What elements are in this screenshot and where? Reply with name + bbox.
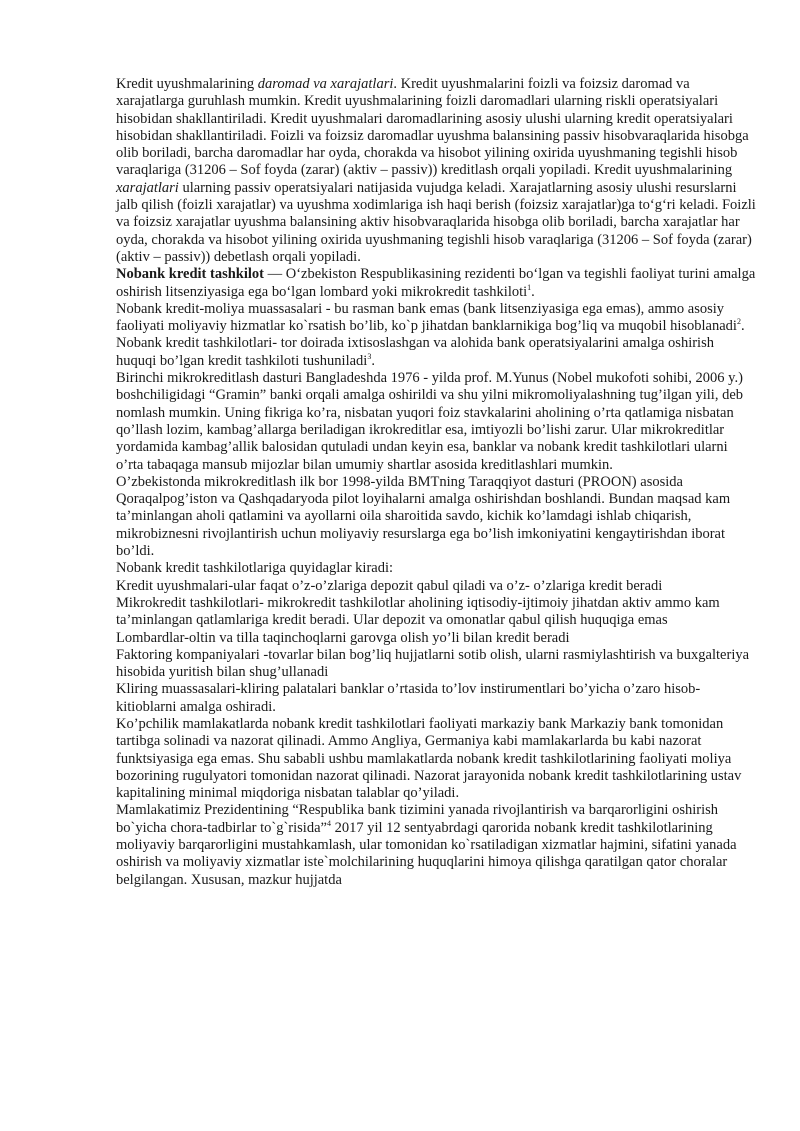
text-run: Mikrokredit tashkilotlari- mikrokredit tashkilotlar aholining iqtisodiy-ijtimoiy jihatdan aktiv ammo kam ta’minlangan qatlamlariga kredit beradi. Ular depozit va omonatlar qabul qilish huquqiga emas — [116, 594, 720, 629]
paragraph — [116, 76, 756, 266]
text-run: 2017 yil 12 sentyabrdagi qarorida nobank kredit tashkilotlarining moliyaviy barqarorligini mustahkamlash, ular tomonidan ko`rsatiladigan xizmatlar hajmini, sifatini yanada oshirish va moliyaviy xizmatlar iste`molchilarining huquqlarini himoya qilishga qaratilgan qator choralar belgilangan. Xususan, mazkur hujjatda — [116, 819, 737, 888]
paragraph — [116, 595, 756, 630]
text-run: Nobank kredit tashkilotlari- tor doirada ixtisoslashgan va alohida bank operatsiyalarini amalga oshirish huquqi bo’lgan kredit tashkiloti tushuniladi — [116, 335, 714, 369]
paragraph — [116, 647, 756, 682]
text-run: Ko’pchilik mamlakatlarda nobank kredit tashkilotlari faoliyati markaziy bank Markaziy bank tomonidan tartibga solinadi va nazorat qilinadi. Ammo Angliya, Germaniya kabi mamlakarlarda bu kabi nazorat funktsiyasiga ega emas. Shu sababli ushbu mamlakatlarda nobank kredit tashkilotlarining faoliyati moliya bozorining rugulyatori tomonidan nazorat qilinadi. Nazorat jarayonida nobank kredit tashkilotlarining ustav kapitalining minimal miqdoriga nisbatan talablar qo’yiladi. — [116, 715, 742, 802]
text-run: Birinchi mikrokreditlash dasturi Bangladeshda 1976 - yilda prof. M.Yunus (Nobel mukofoti sohibi, 2006 y.) boshchiligidagi “Gramin” banki orqali amalga oshirildi va shu yilni mikromoliyalashning tug’ilgan yili, deb nomlash mumkin. Uning fikriga ko’ra, nisbatan yuqori foiz stavkalarini aholining o’rta qatlamiga nisbatan qo’llash lozim, kambag’allarga beriladigan ikrokreditlar esa, imtiyozli bo’lishi zarur. Ular mikrokreditlar yordamida kambag’allik balosidan qutuladi undan keyin esa, banklar va nobank kredit tashkilotlari ularni o’rta tabaqaga mansub mijozlar bilan umumiy shartlar asosida kreditlashlari mumkin. — [116, 370, 744, 473]
bold-term: Nobank kredit tashkilot — [116, 266, 264, 283]
text-run: ularning passiv operatsiyalari natijasida vujudga keladi. Xarajatlarning asosiy ulushi resurslarni jalb qilish (foizli xarajatlar) va uyushma xodimlariga ish haqi berish (foizsiz xarajatlar)ga to‘g‘ri keladi. Foizli va foizsiz xarajatlar uyushma balansining aktiv hisobvaraqlarida hisobga olib boriladi, barcha xarajatlar har oyda, chorakda va hisobot yilining oxirida uyushmaning tegishli hisob varaqlariga (31206 – Sof foyda (zarar) (aktiv – passiv)) debetlash orqali yopiladi. — [116, 179, 756, 265]
text-run: Kredit uyushmalarining — [116, 76, 258, 92]
text-run: . — [531, 283, 535, 300]
paragraph — [116, 716, 756, 802]
paragraph — [116, 681, 756, 716]
paragraph — [116, 335, 756, 370]
text-run: Lombardlar-oltin va tilla taqinchoqlarni garovga olish yo’li bilan kredit beradi — [116, 629, 570, 646]
text-run: Nobank kredit tashkilotlariga quyidaglar kiradi: — [116, 560, 394, 577]
document-page — [116, 76, 756, 889]
italic-term: xarajatlari — [116, 179, 179, 196]
footnote-marker: 1 — [527, 282, 532, 292]
text-run: . — [371, 352, 375, 369]
text-run: . — [740, 318, 745, 335]
text-run: Kredit uyushmalari-ular faqat o’z-o’zlariga depozit qabul qiladi va o’z- o’zlariga kredit beradi — [116, 577, 663, 594]
paragraph — [116, 301, 756, 336]
paragraph — [116, 266, 756, 301]
paragraph — [116, 578, 756, 595]
paragraph — [116, 802, 756, 888]
text-run: . Kredit uyushmalarini foizli va foizsiz daromad va xarajatlarga guruhlash mumkin. Kredit uyushmalarining foizli daromadlari ularning riskli operatsiyalari hisobidan shakllantiriladi. Kredit uyushmalari daromadlarining asosiy ulushi ularning kredit operatsiyalari hisobidan shakllantiriladi. Foizli va foizsiz daromadlar uyushma balansining passiv hisobvaraqlarida hisobga olib boriladi, barcha daromadlar har oyda, chorakda va hisobot yilining oxirida uyushmaning tegishli hisob varaqlariga (31206 – Sof foyda (zarar) (aktiv – passiv)) kreditlash orqali yopiladi. Kredit uyushmalarining — [116, 76, 749, 179]
text-run: Nobank kredit-moliya muassasalari - bu rasman bank emas (bank litsenziyasiga ega emas), ammo asosiy faoliyati moliyaviy hizmatlar ko`rsatish bo’lib, ko`p jihatdan banklarnikiga bog’liq va muqobil hisoblanadi — [116, 300, 737, 335]
paragraph — [116, 474, 756, 560]
text-run: Mamlakatimiz Prezidentining “Respublika bank tizimini yanada rivojlantirish va barqarorligini oshirish bo`yicha chora-tadbirlar to`g`risida” — [116, 802, 719, 836]
footnote-marker: 3 — [367, 351, 372, 361]
paragraph — [116, 370, 756, 474]
footnote-marker: 2 — [736, 317, 741, 327]
italic-term: daromad va xarajatlari — [257, 76, 394, 92]
paragraph — [116, 630, 756, 647]
footnote-marker: 4 — [326, 818, 331, 828]
text-run: O’zbekistonda mikrokreditlash ilk bor 1998-yilda BMTning Taraqqiyot dasturi (PROON) asosida Qoraqalpog’iston va Qashqadaryoda pilot loyihalarni amalga oshirishdan boshlandi. Bundan maqsad kam ta’minlangan aholi qatlamini va ayollarni oila sharoitida savdo, kichik ko’lamdagi ishlab chiqarish, mikrobiznesni rivojlantirish uchun moliyaviy resurslarga ega bo’lish imkoniyatini kengaytirishdan iborat bo’ldi. — [116, 473, 731, 560]
text-run: Kliring muassasalari-kliring palatalari banklar o’rtasida to’lov instirumentlari bo’yicha o’zaro hisob-kitioblarni amalga oshiradi. — [116, 681, 701, 715]
text-run: Faktoring kompaniyalari -tovarlar bilan bog’liq hujjatlarni sotib olish, ularni rasmiylashtirish va buxgalteriya hisobida yuritish bilan shug’ullanadi — [116, 646, 750, 681]
text-run: — O‘zbekiston Respublikasining rezidenti bo‘lgan va tegishli faoliyat turini amalga oshirish litsenziyasiga ega bo‘lgan lombard yoki mikrokredit tashkiloti — [116, 266, 756, 300]
paragraph — [116, 560, 756, 577]
